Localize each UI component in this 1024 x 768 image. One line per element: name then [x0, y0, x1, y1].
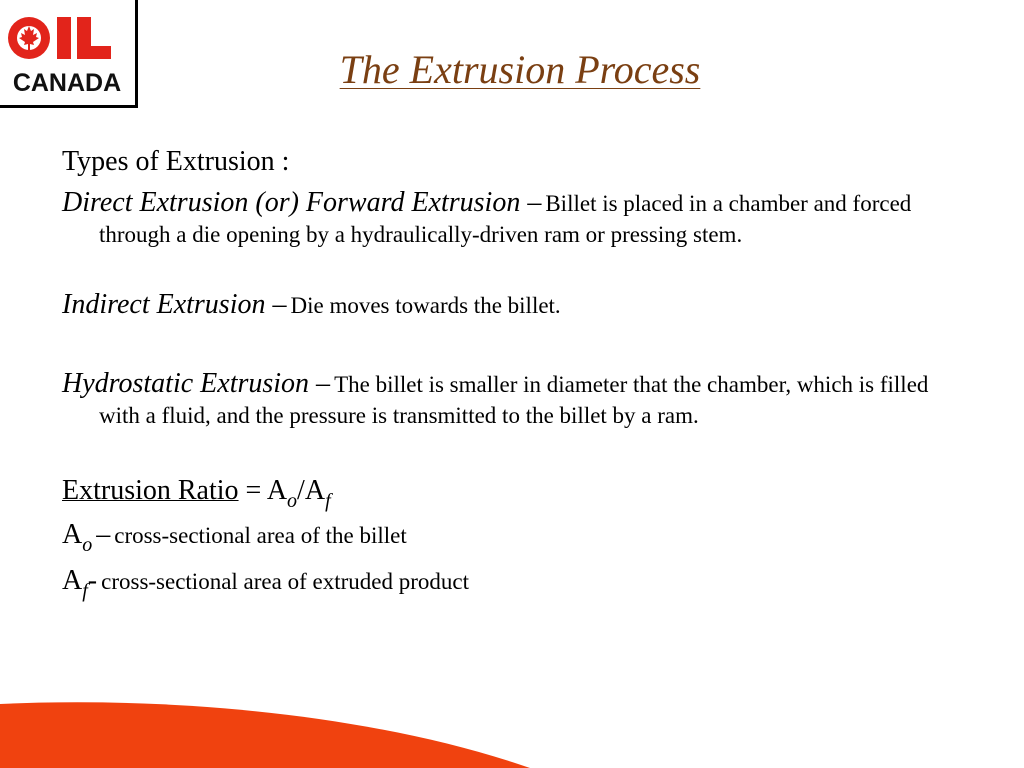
slide-body [62, 146, 972, 603]
ratio-a-denominator: A [304, 475, 326, 506]
decorative-swoosh [0, 696, 1024, 768]
af-dash: - [87, 565, 98, 596]
ao-desc: cross-sectional area of the billet [114, 523, 407, 548]
ao-symbol: A [62, 519, 83, 550]
extrusion-ratio-line [62, 475, 972, 513]
indirect-extrusion-desc: Die moves towards the billet. [290, 293, 561, 318]
extrusion-ratio-label: Extrusion Ratio [62, 475, 239, 506]
ratio-sub-f: f [325, 490, 331, 512]
af-desc: cross-sectional area of extruded product [101, 569, 469, 594]
af-definition [62, 565, 972, 603]
ao-sub: o [82, 534, 93, 556]
ao-dash: – [96, 519, 111, 550]
ao-definition [62, 519, 972, 557]
indirect-extrusion-item [62, 290, 972, 323]
direct-extrusion-desc: Billet is placed in a chamber and forced through a die opening by a hydraulically-driven ram or pressing stem. [99, 191, 912, 247]
hydrostatic-extrusion-item [62, 369, 972, 433]
af-sub: f [82, 580, 88, 602]
direct-extrusion-term: Direct Extrusion (or) Forward Extrusion – [62, 187, 542, 218]
logo-wordmark: CANADA [12, 69, 122, 97]
hydrostatic-extrusion-term: Hydrostatic Extrusion – [62, 368, 331, 399]
ratio-sub-o: o [287, 490, 298, 512]
direct-extrusion-item [62, 188, 972, 252]
hydrostatic-extrusion-desc: The billet is smaller in diameter that the chamber, which is filled with a fluid, and the pressure is transmitted to the billet by a ram. [99, 372, 929, 428]
ratio-equals: = [245, 475, 262, 506]
types-heading: Types of Extrusion : [62, 146, 290, 177]
indirect-extrusion-term: Indirect Extrusion – [62, 289, 287, 320]
slide-title: The Extrusion Process [339, 47, 701, 92]
ratio-a-numerator: A [266, 475, 288, 506]
af-symbol: A [62, 565, 83, 596]
ratio-slash: / [297, 475, 305, 506]
oil-canada-logo [0, 0, 138, 108]
